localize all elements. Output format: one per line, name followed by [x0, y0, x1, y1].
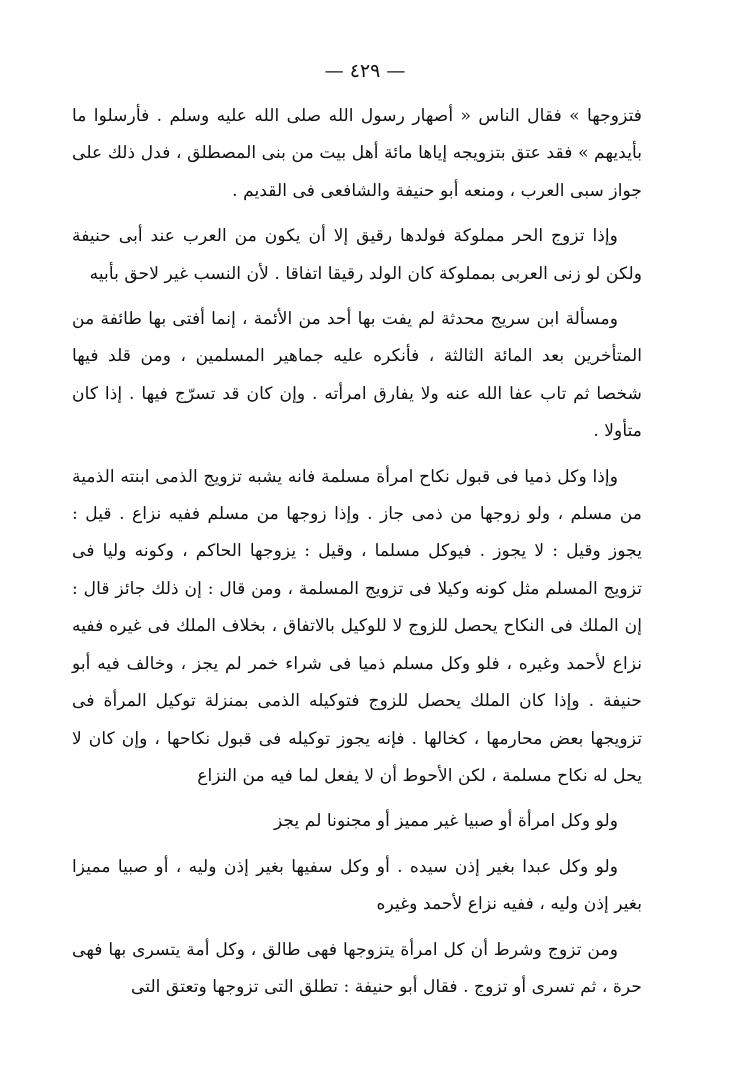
page-number: — ٤٢٩ — — [324, 60, 406, 82]
paragraph: ولو وكل عبدا بغير إذن سيده . أو وكل سفيها بغير إذن وليه ، أو صبيا مميزا بغير إذن وليه ، ففيه نزاع لأحمد وغيره — [72, 856, 642, 915]
body-text — [72, 98, 642, 1006]
paragraph: ولو وكل امرأة أو صبيا غير مميز أو مجنونا لم يجز — [273, 811, 618, 832]
paragraph: ومسألة ابن سريج محدثة لم يفت بها أحد من الأئمة ، إنما أفتى بها طائفة من المتأخرين بعد المائة الثالثة ، فأنكره عليه جماهير المسلمين ، ومن قلد فيها شخصا ثم تاب عفا الله عنه ولا يفارق امرأته . وإن كان قد تسرّج فيها . إذا كان متأولا . — [72, 309, 642, 442]
paragraph: وإذا وكل ذميا فى قبول نكاح امرأة مسلمة فانه يشبه تزويج الذمى ابنته الذمية من مسلم ، ولو زوجها من ذمى جاز . وإذا زوجها من مسلم ففيه نزاع . قيل : يجوز وقيل : لا يجوز . فيوكل مسلما ، وقيل : يزوجها الحاكم ، وكونه وليا فى تزويج المسلم مثل كونه وكيلا فى تزويج المسلمة ، ومن قال : إن ذلك جائز قال : إن الملك فى النكاح يحصل للزوج لا للوكيل بالاتفاق ، بخلاف الملك فى غيره ففيه نزاع لأحمد وغيره ، فلو وكل مسلم ذميا فى شراء خمر لم يجز ، وخالف فيه أبو حنيفة . وإذا كان الملك يحصل للزوج فتوكيله الذمى بمنزلة توكيل المرأة فى تزويجها بعض محارمها ، كخالها . فإنه يجوز توكيله فى قبول نكاحها ، وإن كان لا يحل له نكاح مسلمة ، لكن الأحوط أن لا يفعل لما فيه من النزاع — [72, 466, 642, 786]
paragraph: وإذا تزوج الحر مملوكة فولدها رقيق إلا أن يكون من العرب عند أبى حنيفة ولكن لو زنى العربى بمملوكة كان الولد رقيقا اتفاقا . لأن النسب غير لاحق بأبيه — [72, 226, 642, 284]
paragraph: ومن تزوج وشرط أن كل امرأة يتزوجها فهى طالق ، وكل أمة يتسرى بها فهى حرة ، ثم تسرى أو تزوج . فقال أبو حنيفة : تطلق التى تزوجها وتعتق التى — [72, 939, 642, 997]
paragraph: فتزوجها » فقال الناس « أصهار رسول الله صلى الله عليه وسلم . فأرسلوا ما بأيديهم » فقد عتق بتزويجه إياها مائة أهل بيت من بنى المصطلق ، فدل ذلك على جواز سبى العرب ، ومنعه أبو حنيفة والشافعى فى القديم . — [72, 106, 642, 201]
